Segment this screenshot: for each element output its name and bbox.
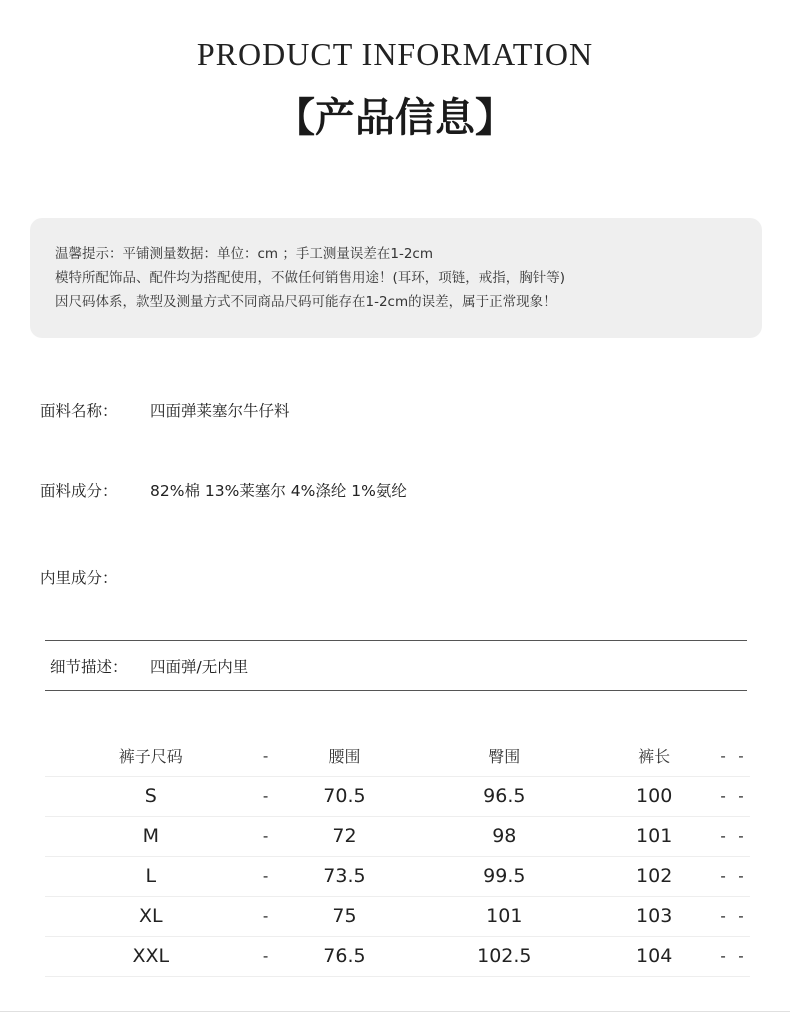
table-row [45,816,750,856]
blank-cell: - [714,856,732,896]
size-cell: XL [45,896,257,936]
hip-cell: 101 [414,896,594,936]
size-cell: XXL [45,936,257,976]
size-table [45,736,750,977]
fabric-composition-row [40,479,407,501]
length-cell: 103 [594,896,714,936]
fabric-name-value: 四面弹莱塞尔牛仔料 [150,402,290,420]
blank-cell: - [257,816,275,856]
length-cell: 102 [594,856,714,896]
blank-cell: - [732,896,750,936]
header-length: 裤长 [594,736,714,776]
blank-cell: - [714,896,732,936]
blank-cell: - [257,936,275,976]
bottom-divider [0,1011,790,1012]
detail-value: 四面弹/无内里 [150,658,249,676]
notice-line-2: 模特所配饰品、配件均为搭配使用，不做任何销售用途！(耳环，项链，戒指，胸针等) [55,270,566,286]
fabric-composition-label: 面料成分： [40,482,118,500]
header-size: 裤子尺码 [45,736,257,776]
detail-label: 细节描述： [50,658,128,676]
length-cell: 104 [594,936,714,976]
table-row [45,896,750,936]
notice-box [30,218,762,338]
blank-cell: - [257,776,275,816]
header-blank-2: - [714,736,732,776]
length-cell: 101 [594,816,714,856]
size-table-header-row [45,736,750,776]
hip-cell: 99.5 [414,856,594,896]
fabric-name-row [40,399,290,421]
hip-cell: 98 [414,816,594,856]
header-hip: 臀围 [414,736,594,776]
blank-cell: - [732,776,750,816]
waist-cell: 73.5 [275,856,415,896]
blank-cell: - [732,856,750,896]
waist-cell: 72 [275,816,415,856]
size-cell: S [45,776,257,816]
hip-cell: 96.5 [414,776,594,816]
length-cell: 100 [594,776,714,816]
blank-cell: - [714,776,732,816]
lining-composition-label: 内里成分： [40,569,118,587]
size-cell: L [45,856,257,896]
detail-description-box [45,640,747,691]
table-row [45,776,750,816]
hip-cell: 102.5 [414,936,594,976]
blank-cell: - [714,936,732,976]
header-blank-3: - [732,736,750,776]
header-waist: 腰围 [275,736,415,776]
title-english: PRODUCT INFORMATION [196,36,594,72]
notice-line-3: 因尺码体系，款型及测量方式不同商品尺码可能存在1-2cm的误差，属于正常现象！ [55,294,557,310]
waist-cell: 75 [275,896,415,936]
blank-cell: - [257,856,275,896]
title-chinese: 【产品信息】 [275,94,515,141]
waist-cell: 76.5 [275,936,415,976]
blank-cell: - [732,816,750,856]
waist-cell: 70.5 [275,776,415,816]
blank-cell: - [714,816,732,856]
notice-line-1: 温馨提示：平铺测量数据：单位：cm ；手工测量误差在1-2cm [55,246,433,262]
blank-cell: - [257,896,275,936]
header-blank-1: - [257,736,275,776]
lining-composition-row [40,566,150,588]
size-cell: M [45,816,257,856]
fabric-composition-value: 82%棉 13%莱塞尔 4%涤纶 1%氨纶 [150,482,407,500]
table-row [45,936,750,976]
table-row [45,856,750,896]
fabric-name-label: 面料名称： [40,402,118,420]
blank-cell: - [732,936,750,976]
